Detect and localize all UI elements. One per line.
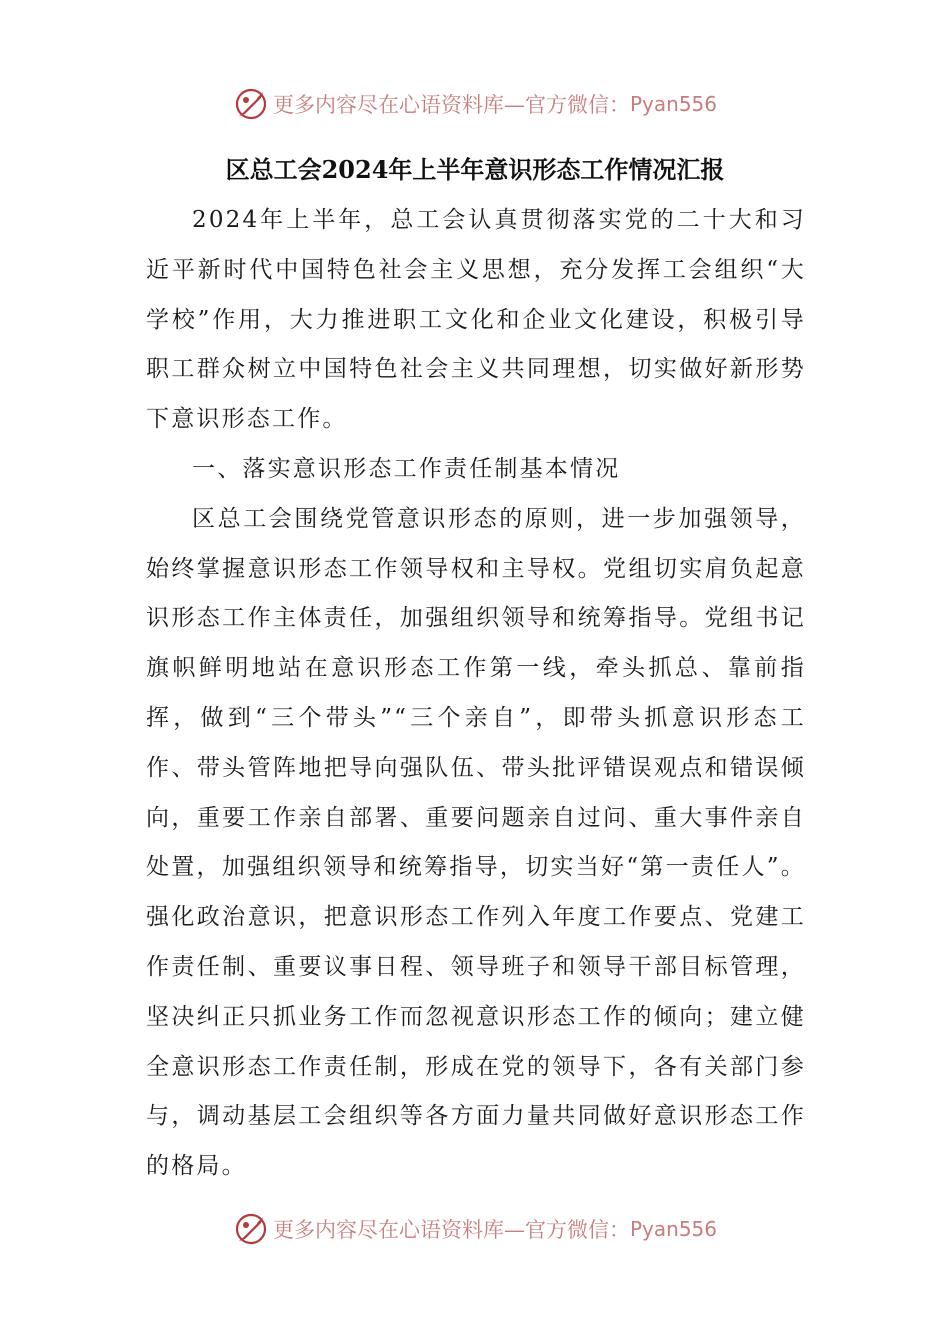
watermark-banner-top xyxy=(0,82,950,126)
watermark-wechat-id: Pyan556 xyxy=(629,92,717,116)
document-body xyxy=(146,196,806,1192)
document-title: 区总工会2024年上半年意识形态工作情况汇报 xyxy=(225,155,725,184)
section-heading: 一、落实意识形态工作责任制基本情况 xyxy=(192,455,621,482)
watermark-text: 更多内容尽在心语资料库—官方微信： xyxy=(272,1218,630,1242)
pen-nib-logo-icon xyxy=(233,86,269,122)
watermark-wechat-id: Pyan556 xyxy=(629,1217,717,1241)
pen-nib-logo-icon xyxy=(233,1211,269,1247)
watermark-text: 更多内容尽在心语资料库—官方微信： xyxy=(272,93,630,117)
section-paragraph: 区总工会围绕党管意识形态的原则，进一步加强领导，始终掌握意识形态工作领导权和主导权。党组切实肩负起意识形态工作主体责任，加强组织领导和统筹指导。党组书记旗帜鲜明地站在意识形态工作第一线，牵头抓总、靠前指挥，做到“三个带头”“三个亲自”，即带头抓意识形态工作、带头管阵地把导向强队伍、带头批评错误观点和错误倾向，重要工作亲自部署、重要问题亲自过问、重大事件亲自处置，加强组织领导和统筹指导，切实当好“第一责任人”。强化政治意识，把意识形态工作列入年度工作要点、党建工作责任制、重要议事日程、领导班子和领导干部目标管理，坚决纠正只抓业务工作而忽视意识形态工作的倾向；建立健全意识形态工作责任制，形成在党的领导下，各有关部门参与，调动基层工会组织等各方面力量共同做好意识形态工作的格局。 xyxy=(146,505,806,1180)
intro-paragraph: 2024年上半年，总工会认真贯彻落实党的二十大和习近平新时代中国特色社会主义思想，充分发挥工会组织“大学校”作用，大力推进职工文化和企业文化建设，积极引导职工群众树立中国特色社会主义共同理想，切实做好新形势下意识形态工作。 xyxy=(146,207,806,433)
watermark-banner-bottom xyxy=(0,1207,950,1251)
